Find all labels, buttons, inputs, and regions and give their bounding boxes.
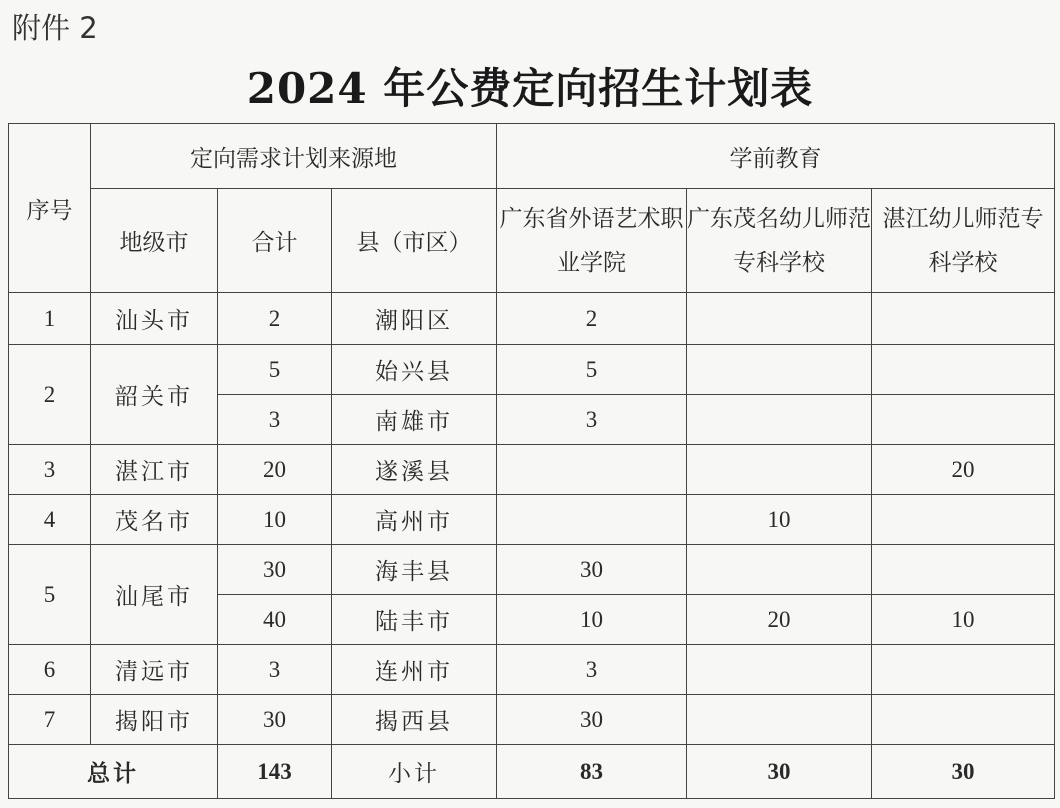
- cell-seq: 1: [9, 293, 91, 345]
- attachment-label: 附件 2: [12, 11, 98, 45]
- cell-county: 遂溪县: [332, 445, 497, 495]
- cell-school-1: [497, 495, 687, 545]
- header-city: 地级市: [91, 189, 218, 293]
- cell-seq: 6: [9, 645, 91, 695]
- cell-school-2: [687, 645, 872, 695]
- cell-school-2: [687, 345, 872, 395]
- subtotal-school-3: 30: [872, 745, 1055, 799]
- cell-city: 湛江市: [91, 445, 218, 495]
- cell-school-3: [872, 395, 1055, 445]
- header-demand-group: 定向需求计划来源地: [91, 124, 497, 189]
- header-edu-group: 学前教育: [497, 124, 1055, 189]
- cell-school-1: [497, 445, 687, 495]
- cell-county: 揭西县: [332, 695, 497, 745]
- cell-school-1: 30: [497, 545, 687, 595]
- cell-school-3: [872, 645, 1055, 695]
- cell-school-1: 3: [497, 395, 687, 445]
- cell-county: 南雄市: [332, 395, 497, 445]
- cell-school-1: 2: [497, 293, 687, 345]
- page-title: 2024 年公费定向招生计划表: [246, 64, 814, 113]
- cell-school-1: 5: [497, 345, 687, 395]
- table-row: [9, 495, 1055, 545]
- header-school-2: 广东茂名幼儿师范专科学校: [687, 189, 872, 293]
- cell-city: 韶关市: [91, 345, 218, 445]
- cell-county: 高州市: [332, 495, 497, 545]
- table-row: [9, 293, 1055, 345]
- cell-city: 茂名市: [91, 495, 218, 545]
- plan-table: [8, 123, 1055, 799]
- cell-school-3: [872, 345, 1055, 395]
- cell-total: 30: [218, 695, 332, 745]
- cell-county: 连州市: [332, 645, 497, 695]
- cell-school-2: 20: [687, 595, 872, 645]
- cell-school-2: [687, 545, 872, 595]
- total-row: [9, 745, 1055, 799]
- cell-county: 潮阳区: [332, 293, 497, 345]
- cell-school-3: [872, 695, 1055, 745]
- cell-county: 海丰县: [332, 545, 497, 595]
- cell-school-2: 10: [687, 495, 872, 545]
- cell-city: 汕头市: [91, 293, 218, 345]
- header-row-1: [9, 124, 1055, 189]
- header-row-2: [9, 189, 1055, 293]
- header-school-1: 广东省外语艺术职业学院: [497, 189, 687, 293]
- cell-school-3: [872, 545, 1055, 595]
- cell-county: 始兴县: [332, 345, 497, 395]
- cell-total: 40: [218, 595, 332, 645]
- cell-school-1: 30: [497, 695, 687, 745]
- cell-school-3: 20: [872, 445, 1055, 495]
- cell-school-1: 10: [497, 595, 687, 645]
- table-row: [9, 645, 1055, 695]
- cell-school-1: 3: [497, 645, 687, 695]
- subtotal-label: 小计: [332, 745, 497, 799]
- cell-total: 30: [218, 545, 332, 595]
- grand-total: 143: [218, 745, 332, 799]
- header-total: 合计: [218, 189, 332, 293]
- cell-school-2: [687, 293, 872, 345]
- cell-school-2: [687, 445, 872, 495]
- cell-school-2: [687, 695, 872, 745]
- cell-total: 20: [218, 445, 332, 495]
- cell-school-3: [872, 293, 1055, 345]
- total-label: 总计: [9, 745, 218, 799]
- header-school-3: 湛江幼儿师范专科学校: [872, 189, 1055, 293]
- cell-seq: 5: [9, 545, 91, 645]
- header-county: 县（市区）: [332, 189, 497, 293]
- cell-city: 揭阳市: [91, 695, 218, 745]
- cell-total: 3: [218, 395, 332, 445]
- table-row: [9, 695, 1055, 745]
- cell-seq: 4: [9, 495, 91, 545]
- table-row: [9, 445, 1055, 495]
- cell-seq: 3: [9, 445, 91, 495]
- cell-school-3: 10: [872, 595, 1055, 645]
- cell-county: 陆丰市: [332, 595, 497, 645]
- header-seq: 序号: [9, 124, 91, 293]
- cell-seq: 7: [9, 695, 91, 745]
- subtotal-school-1: 83: [497, 745, 687, 799]
- cell-school-3: [872, 495, 1055, 545]
- subtotal-school-2: 30: [687, 745, 872, 799]
- cell-city: 汕尾市: [91, 545, 218, 645]
- cell-total: 10: [218, 495, 332, 545]
- cell-total: 2: [218, 293, 332, 345]
- cell-seq: 2: [9, 345, 91, 445]
- table-row: [9, 345, 1055, 395]
- table-row: [9, 545, 1055, 595]
- cell-school-2: [687, 395, 872, 445]
- cell-total: 5: [218, 345, 332, 395]
- cell-total: 3: [218, 645, 332, 695]
- cell-city: 清远市: [91, 645, 218, 695]
